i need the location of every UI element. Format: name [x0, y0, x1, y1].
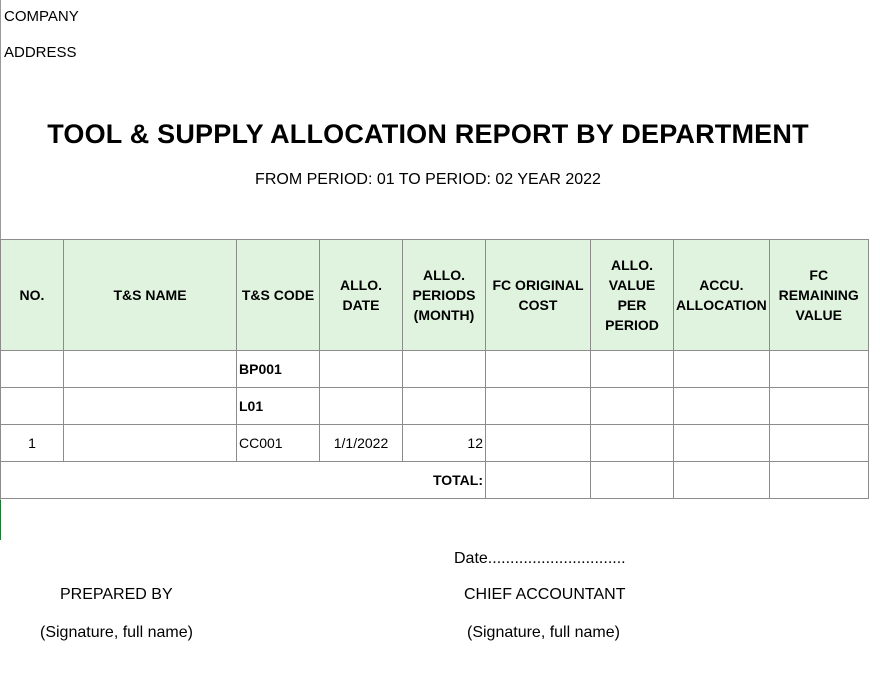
table-cell[interactable]: 12 — [403, 425, 486, 462]
column-header-ts-code[interactable]: T&S CODE — [237, 240, 320, 351]
table-row — [1, 425, 869, 462]
table-cell[interactable] — [320, 388, 403, 425]
total-label[interactable]: TOTAL: — [1, 462, 486, 499]
column-header-fc-remaining-value[interactable]: FC REMAINING VALUE — [769, 240, 868, 351]
total-cell-fc-original-cost[interactable] — [486, 462, 591, 499]
total-cell-fc-remaining-value[interactable] — [769, 462, 868, 499]
table-cell[interactable] — [769, 425, 868, 462]
column-header-ts-name[interactable]: T&S NAME — [64, 240, 237, 351]
address-label: ADDRESS — [4, 44, 77, 61]
table-cell[interactable] — [64, 388, 237, 425]
table-cell[interactable] — [1, 351, 64, 388]
table-cell[interactable] — [769, 388, 868, 425]
table-cell[interactable]: CC001 — [237, 425, 320, 462]
column-header-no[interactable]: NO. — [1, 240, 64, 351]
column-header-allo-value-per-period[interactable]: ALLO. VALUE PER PERIOD — [591, 240, 674, 351]
table-cell[interactable] — [674, 388, 770, 425]
table-cell[interactable]: BP001 — [237, 351, 320, 388]
table-cell[interactable] — [403, 388, 486, 425]
report-title: TOOL & SUPPLY ALLOCATION REPORT BY DEPARTMENT — [47, 119, 809, 149]
table-cell[interactable] — [64, 425, 237, 462]
signature-note-left: (Signature, full name) — [40, 624, 193, 641]
table-cell[interactable] — [591, 425, 674, 462]
table-cell[interactable] — [674, 351, 770, 388]
table-cell[interactable] — [486, 425, 591, 462]
table-cell[interactable] — [674, 425, 770, 462]
allocation-table — [0, 239, 869, 499]
table-row — [1, 388, 869, 425]
table-row — [1, 351, 869, 388]
company-label: COMPANY — [4, 8, 79, 25]
column-header-allo-date[interactable]: ALLO. DATE — [320, 240, 403, 351]
table-cell[interactable] — [403, 351, 486, 388]
table-cell[interactable] — [769, 351, 868, 388]
total-cell-accu-allocation[interactable] — [674, 462, 770, 499]
selection-edge-marker — [0, 500, 1, 540]
table-cell[interactable]: 1/1/2022 — [320, 425, 403, 462]
chief-accountant-label: CHIEF ACCOUNTANT — [464, 586, 626, 603]
date-line: Date............................... — [454, 550, 626, 567]
table-cell[interactable]: L01 — [237, 388, 320, 425]
column-header-fc-original-cost[interactable]: FC ORIGINAL COST — [486, 240, 591, 351]
table-cell[interactable] — [64, 351, 237, 388]
table-cell[interactable] — [1, 388, 64, 425]
total-cell-allo-value-per-period[interactable] — [591, 462, 674, 499]
report-period: FROM PERIOD: 01 TO PERIOD: 02 YEAR 2022 — [255, 171, 601, 188]
column-header-accu-allocation[interactable]: ACCU. ALLOCATION — [674, 240, 770, 351]
prepared-by-label: PREPARED BY — [60, 586, 173, 603]
column-header-allo-periods[interactable]: ALLO. PERIODS (MONTH) — [403, 240, 486, 351]
signature-note-right: (Signature, full name) — [467, 624, 620, 641]
table-header-row — [1, 240, 869, 351]
table-cell[interactable] — [591, 388, 674, 425]
table-cell[interactable] — [591, 351, 674, 388]
table-cell[interactable]: 1 — [1, 425, 64, 462]
table-cell[interactable] — [486, 388, 591, 425]
total-row — [1, 462, 869, 499]
table-cell[interactable] — [320, 351, 403, 388]
table-cell[interactable] — [486, 351, 591, 388]
